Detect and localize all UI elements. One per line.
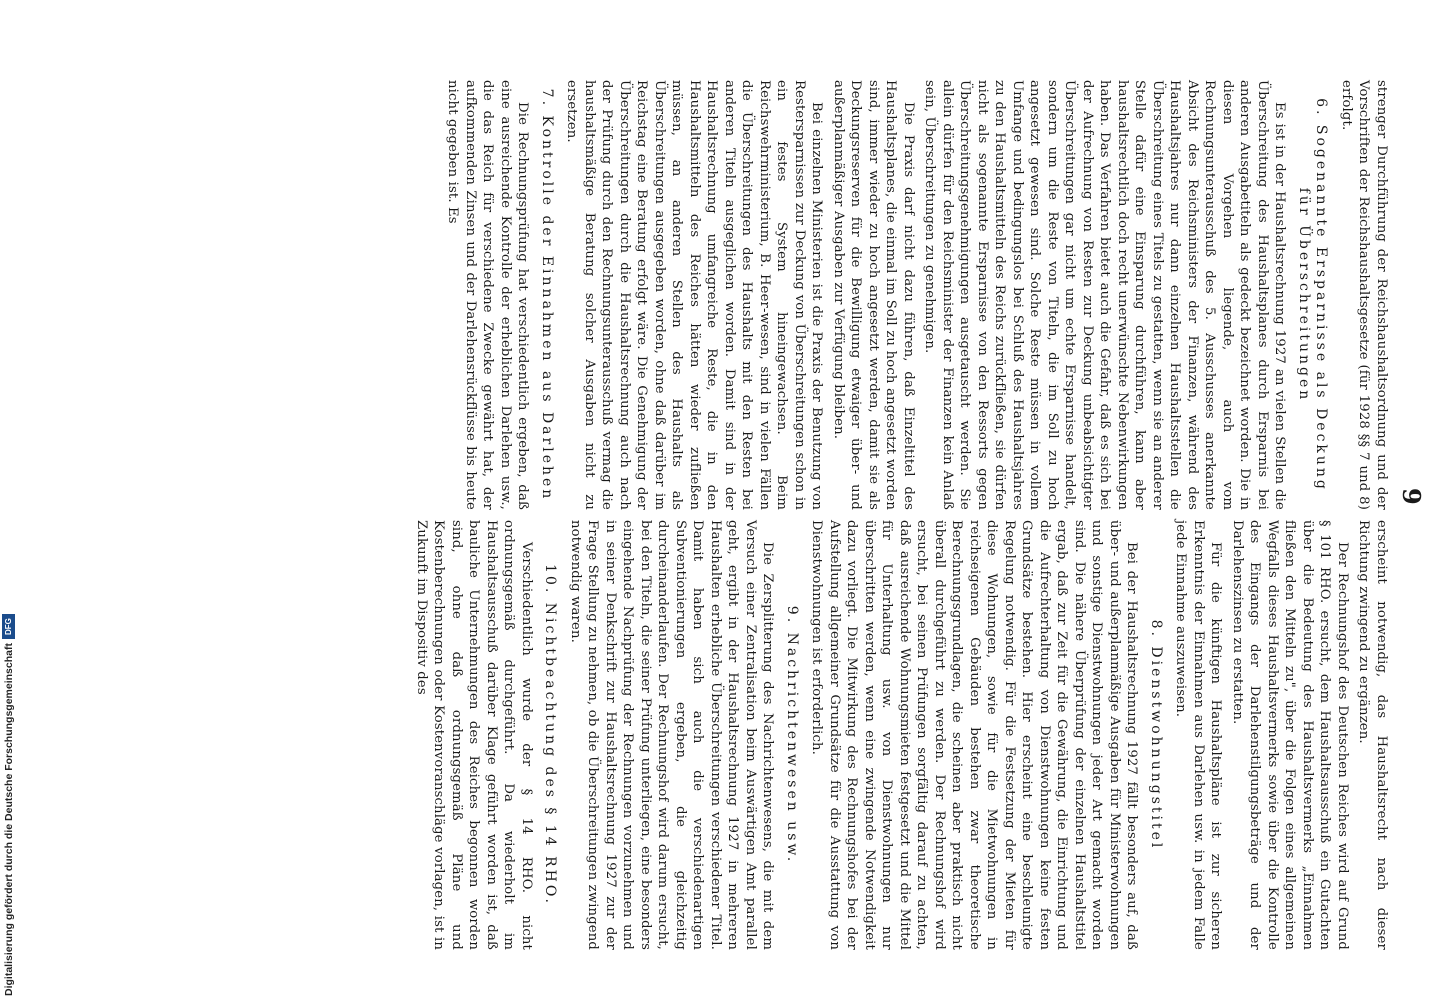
paragraph: Die Rechnungsprüfung hat verschiedentlich ergeben, daß eine ausreichende Kontrolle der erheblichen Darlehen usw., die das Reich für verschiedene Zwecke gewährt hat, der aufkommenden Zinsen und der Darlehensrückflüsse bis heute nicht gegeben ist. Es	[445, 80, 531, 510]
left-column	[440, 80, 1390, 510]
section-heading-8: 8. Dienstwohnungstitel	[1148, 619, 1164, 851]
page-number: 9	[1397, 488, 1426, 505]
paragraph: Bei einzelnen Ministerien ist die Praxis der Benutzung von Restersparnissen zur Deckung von Überschreitungen schon in ein festes System hineingewachsen. Beim Reichswehrministerium, B. Heer-wesen, sind in vielen Fällen die Überschreitungen des Haushalts mit den Resten bei anderen Titeln ausgeglichen worden. Damit sind in der Haushaltsrechnung umfangreiche Reste, die in den Haushaltsmitteln des Reiches hätten wieder zufließen müssen, an anderen Stellen des Haushalts als Überschreitungen ausgegeben worden, ohne daß darüber im Reichstag eine Beratung erfolgt wäre. Die Genehmigung der Überschreitungen durch die Haushaltsrechnung auch nach der Prüfung durch den Rechnungsunterausschuß vermag die haushaltsmäßige Beratung solcher Ausgaben nicht zu ersetzen.	[564, 80, 825, 510]
section-heading-9: 9. Nachrichtenwesen usw.	[784, 605, 800, 865]
paragraph: erscheint notwendig, das Haushaltsrecht nach dieser Richtung zwingend zu ergänzen.	[1356, 520, 1389, 950]
paragraph: Der Rechnungshof des Deutschen Reiches wird auf Grund § 101 RHO. ersucht, dem Haushaltsausschuß ein Gutachten über die Bedeutung des Haushaltsvermerks „Einnahmen fließen den Mitteln zu", über die Folgen eines allgemeinen Wegfalls dieses Haushaltsvermerks sowie über die Kontrolle des Eingangs der Darlehenstilgungsbeträge und der Darlehenszinsen zu erstatten.	[1230, 520, 1350, 950]
paragraph: Bei der Haushaltsrechnung 1927 fällt besonders auf, daß über- und außerplanmäßige Ausgaben für Ministerwohnungen und sonstige Dienstwohnungen jeder Art gemacht worden sind. Die nähere Überprüfung der einzelnen Haushaltstitel ergab, daß zur Zeit für die Gewährung, die Einrichtung und die Aufrechterhaltung von Dienstwohnungen keine festen Grundsätze bestehen. Hier erscheint eine beschleunigte Regelung notwendig. Für die Festsetzung der Mieten für diese Wohnungen, sowie für die Mietwohnungen in reichseigenen Gebäuden bestehen zwar theoretische Berechnungsgrundlagen, die scheinen aber praktisch nicht überall durchgeführt zu werden. Der Rechnungshof wird ersucht, bei seinen Prüfungen sorgfältig darauf zu achten, daß ausreichende Wohnungsmieten festgesetzt und die Mittel für Unterhaltung usw. von Dienstwohnungen nur überschritten werden, wenn eine zwingende Notwendigkeit dazu vorliegt. Die Mitwirkung des Rechnungshofes bei der Aufstellung allgemeiner Grundsätze für die Ausstattung von Dienstwohnungen ist erforderlich.	[809, 520, 1140, 950]
section-heading-7: 7. Kontrolle der Einnahmen aus Darlehen	[539, 88, 555, 502]
credit-text: Digitalisierung gefördert durch die Deutsche Forschungsgemeinschaft	[2, 643, 15, 996]
paragraph: Die Zersplitterung des Nachrichtenwesens, die mit dem Versuch einer Zentralisation beim Auswärtigen Amt parallel geht, ergibt in der Haushaltsrechnung 1927 in mehreren Haushalten erhebliche Überschreitungen verschiedener Titel. Damit haben sich auch die verschiedenartigen Subventionierungen ergeben, die gleichzeitig durcheinanderlaufen. Der Rechnungshof wird darum ersucht, bei den Titeln, die seiner Prüfung unterliegen, eine besonders eingehende Nachprüfung der Rechnungen vorzunehmen und in seiner Denkschrift zur Haushaltsrechnung 1927 zur der Frage Stellung zu nehmen, ob die Überschreitungen zwingend notwendig waren.	[568, 520, 776, 950]
section-heading-6: 6. Sogenannte Ersparnisse als Deckung für Überschreitungen	[1296, 98, 1330, 492]
dfg-logo: DFG	[2, 614, 15, 639]
paragraph: strenger Durchführung der Reichshaushaltsordnung und der Vorschriften der Reichshaushaltsgesetze (für 1928 §§ 7 und 8) erfolgt.	[1339, 80, 1389, 510]
paragraph: Verschiedentlich wurde der § 14 RHO. nicht ordnungsgemäß durchgeführt. Da wiederholt im Haushaltsausschuß darüber Klage geführt worden ist, daß bauliche Unternehmungen des Reiches begonnen worden sind, ohne daß ordnungsgemäß Pläne und Kostenberechnungen oder Kostenvoranschläge vorlagen, ist in Zukunft im Dispositiv des	[414, 520, 534, 950]
digitization-credit	[2, 614, 15, 996]
paragraph: Die Praxis darf nicht dazu führen, daß Einzeltitel des Haushaltsplanes, die einmal im Soll zu hoch angesetzt worden sind, immer wieder zu hoch angesetzt werden, damit sie als Deckungsreserven für die Bewilligung etwaiger über- und außerplanmäßiger Ausgaben zur Verfügung bleiben.	[831, 80, 916, 510]
section-heading-10: 10. Nichtbeachtung des § 14 RHO.	[542, 564, 559, 906]
paragraph: Es ist in der Haushaltsrechnung 1927 an vielen Stellen die Überschreitung des Haushaltsplanes durch Ersparnis bei anderen Ausgabetiteln als gedeckt bezeichnet worden. Die in diesen Vorgehen liegende, auch vom Rechnungsunterausschuß des 5. Ausschusses anerkannte Absicht des Reichsministers der Finanzen, während des Haushaltsjahres nur dann einzelnen Haushaltsstellen die Überschreitung eines Titels zu gestatten, wenn sie an anderer Stelle dafür eine Einsparung durchführen, kann aber haushaltsrechtlich doch recht unerwünschte Nebenwirkungen haben. Das Verfahren bietet auch die Gefahr, daß es sich bei der Aufrechnung von Resten zur Deckung unbeabsichtigter Überschreitungen gar nicht um echte Ersparnisse handelt, sondern um die Reste von Titeln, die im Soll zu hoch angesetzt gewesen sind. Solche Reste müssen in vollem Umfange und bedingungslos bei Schluß des Haushaltsjahres zu den Haushaltsmitteln des Reichs zurückfließen, sie dürfen nicht als sogenannte Ersparnisse von den Ressorts gegen Überschreitungsgenehmigungen ausgetauscht werden. Sie allein dürfen für den Reichsminister der Finanzen kein Anlaß sein, Überschreitungen zu genehmigen.	[922, 80, 1288, 510]
paragraph: Für die künftigen Haushaltspläne ist zur sicheren Erkenntnis der Einnahmen aus Darlehen usw. in jedem Falle jede Einnahme auszuweisen.	[1173, 520, 1224, 950]
right-column	[409, 520, 1391, 950]
